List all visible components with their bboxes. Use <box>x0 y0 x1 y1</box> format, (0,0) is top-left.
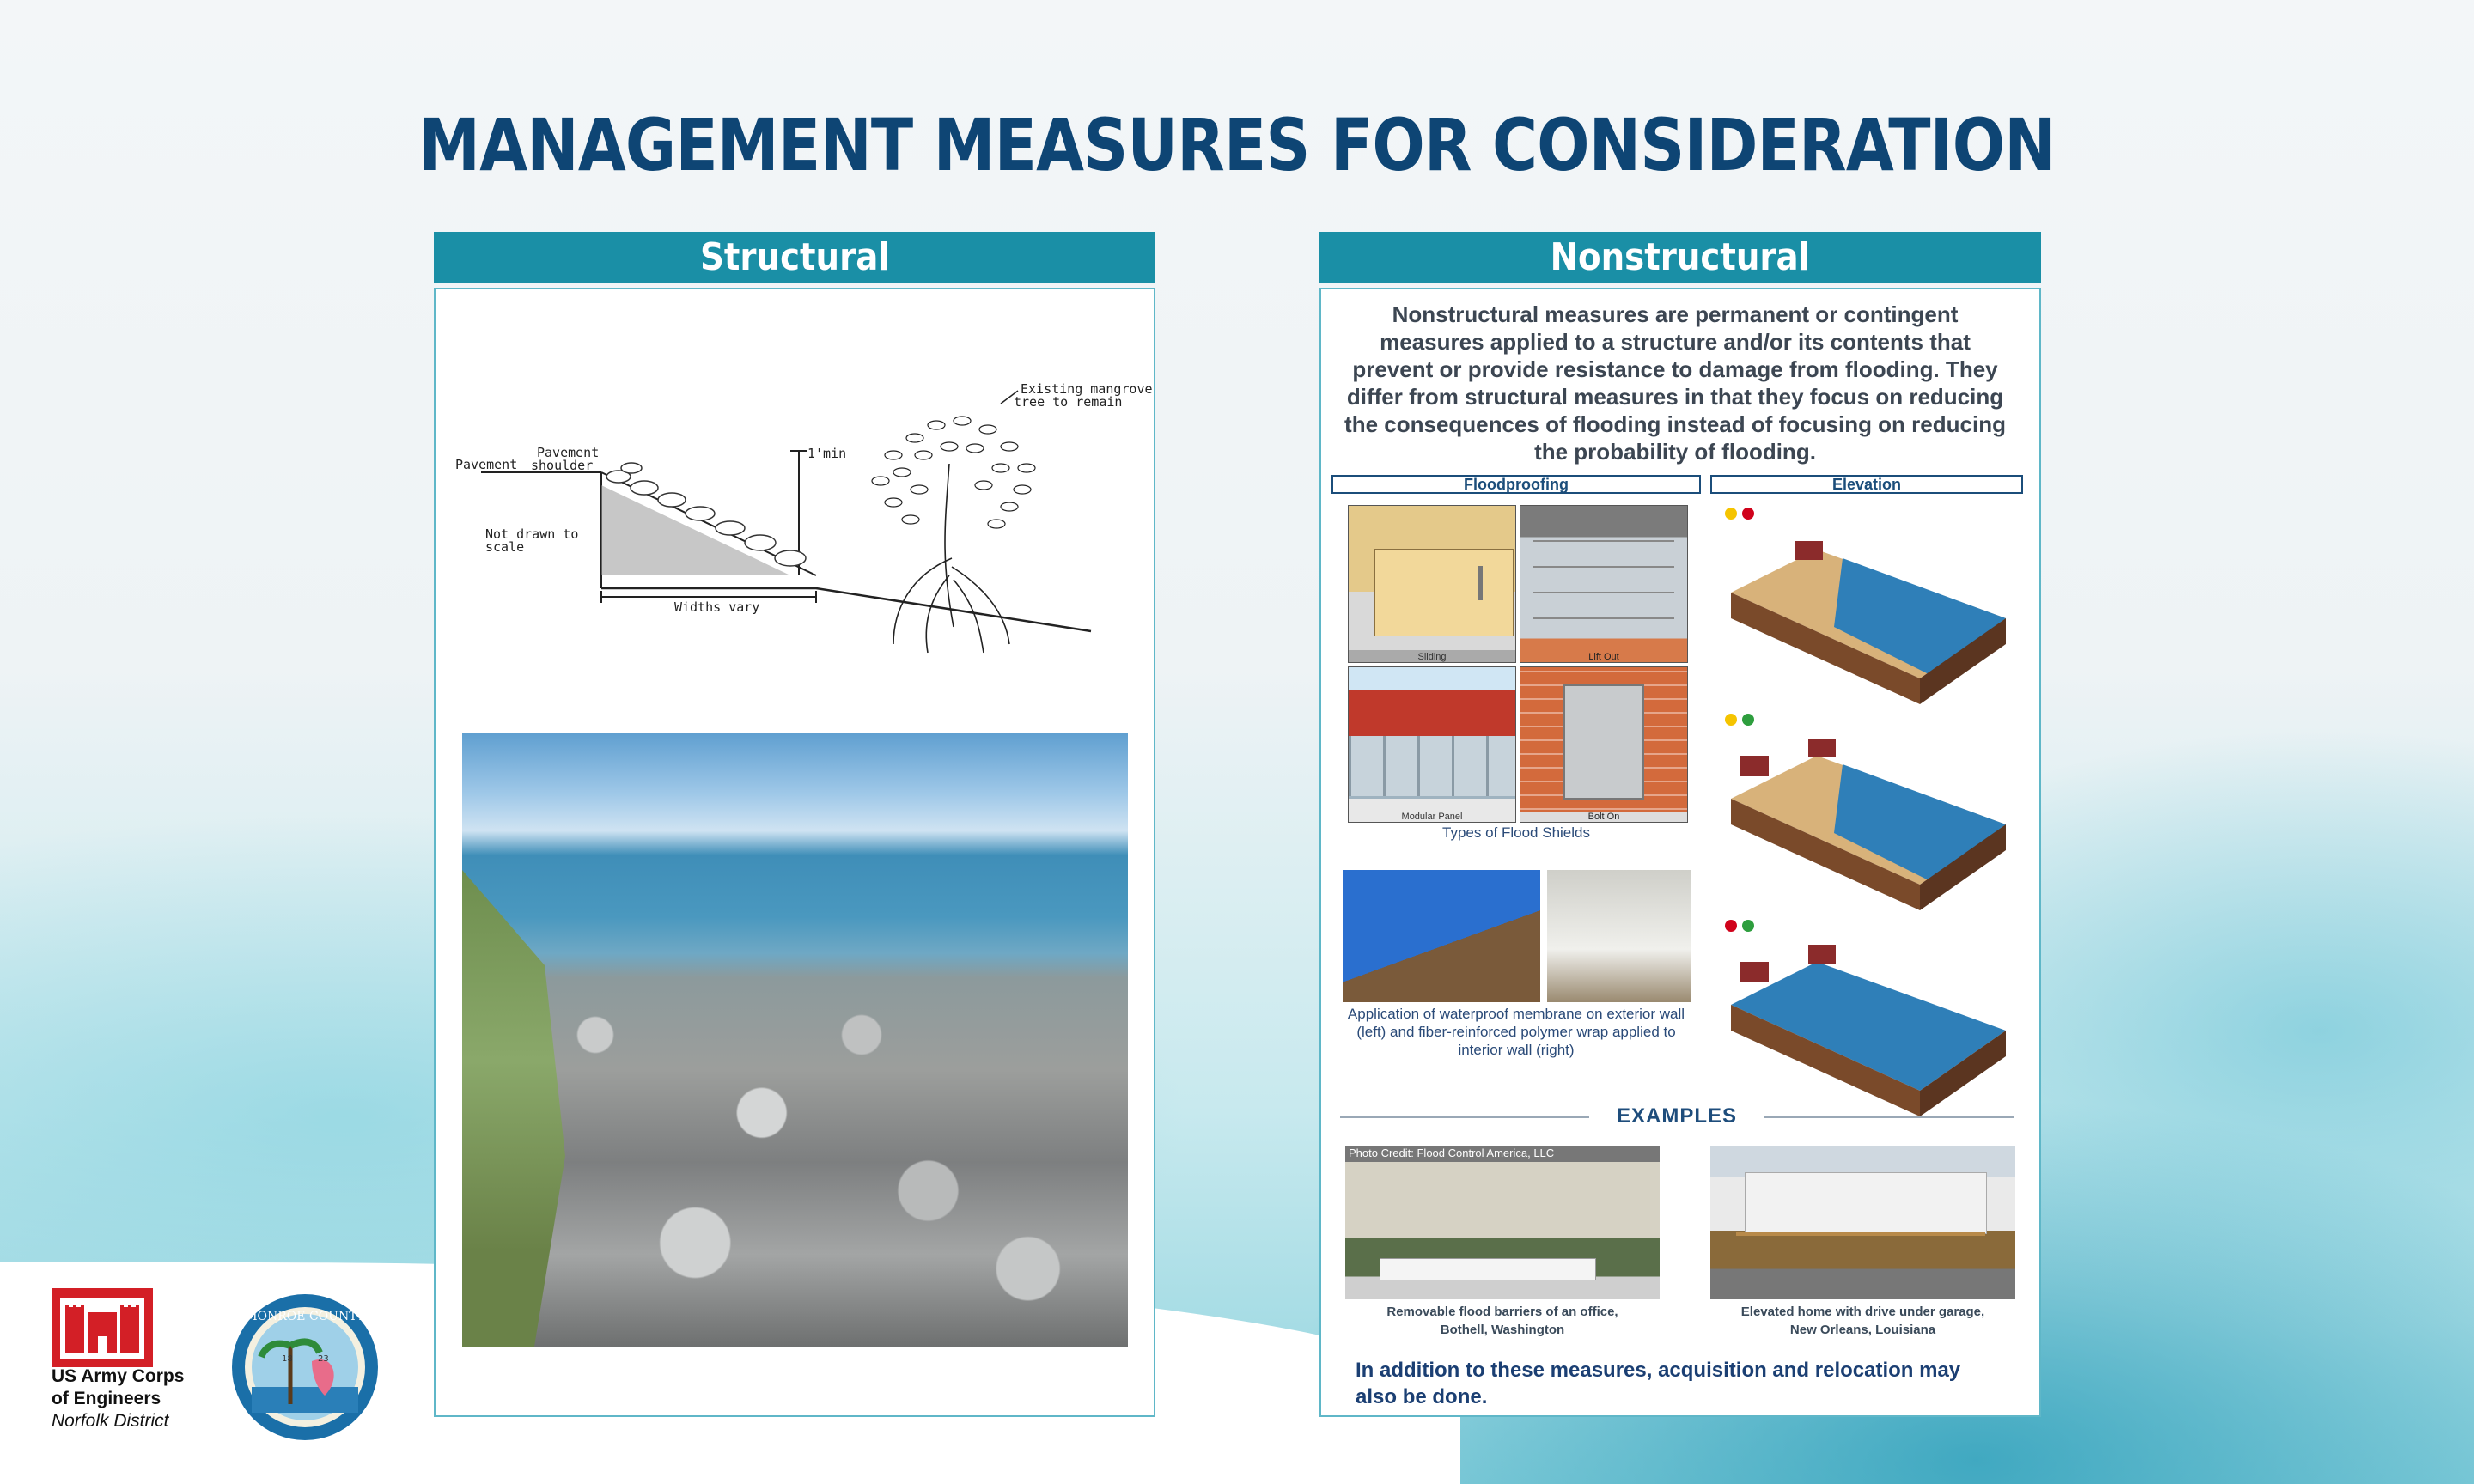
page-title: MANAGEMENT MEASURES FOR CONSIDERATION <box>418 103 2056 187</box>
photo-credit: Photo Credit: Flood Control America, LLC <box>1349 1146 1555 1159</box>
monroe-county-seal <box>230 1292 380 1442</box>
label-not-drawn-2: scale <box>485 539 525 555</box>
elevation-diagrams <box>1714 498 2023 1099</box>
membrane-exterior-photo <box>1343 870 1540 1002</box>
label-mangrove-1: Existing mangrove <box>1021 381 1153 397</box>
membrane-interior-photo <box>1547 870 1691 1002</box>
shield-liftout-image <box>1520 505 1688 663</box>
shield-modular-label: Modular Panel <box>1401 812 1463 822</box>
label-clearance: 1'min <box>807 446 847 461</box>
nonstructural-header: Nonstructural <box>1319 232 2041 283</box>
seal-ring-text: MONROE COUNTY <box>245 1310 365 1323</box>
membrane-caption: Application of waterproof membrane on exterior wall (left) and fiber-reinforced polymer wrap applied to interior wall (right) <box>1347 1006 1685 1058</box>
shield-sliding-image <box>1348 505 1516 663</box>
shield-modular-image <box>1348 666 1516 823</box>
seal-year-1: 18 <box>282 1354 293 1364</box>
label-mangrove-2: tree to remain <box>1014 394 1123 410</box>
shields-caption: Types of Flood Shields <box>1442 824 1590 841</box>
label-pavement: Pavement <box>455 457 518 472</box>
usace-wordmark: US Army Corps of Engineers Norfolk District <box>52 1366 185 1431</box>
shield-liftout-label: Lift Out <box>1588 652 1619 662</box>
examples-header: EXAMPLES <box>1616 1104 1738 1128</box>
seal-year-2: 23 <box>318 1354 329 1364</box>
closing-note: In addition to these measures, acquisition and relocation may also be done. <box>1356 1359 1961 1408</box>
nonstructural-intro: Nonstructural measures are permanent or contingent measures applied to a structure and/or its contents that prevent or provide resistance to damage from flooding. They differ from structural measures in that they focus on reducing the consequences of flooding instead of focusing on reducing the probability of flooding. <box>1344 301 2006 465</box>
flood-barrier-caption: Removable flood barriers of an office, Bothell, Washington <box>1386 1305 1618 1337</box>
label-widths: Widths vary <box>674 599 760 615</box>
shield-sliding-label: Sliding <box>1417 652 1447 662</box>
usace-castle-logo <box>52 1288 153 1367</box>
shield-bolton-image <box>1520 666 1688 823</box>
elevated-home-caption: Elevated home with drive under garage, New Orleans, Louisiana <box>1740 1305 1985 1337</box>
label-not-drawn-1: Not drawn to <box>485 526 579 542</box>
revetment-diagram <box>447 369 1153 661</box>
label-pavement-shoulder-2: shoulder <box>531 458 594 473</box>
elevated-home-photo <box>1710 1146 2015 1299</box>
flood-barrier-photo <box>1345 1146 1660 1299</box>
shield-bolton-label: Bolt On <box>1520 812 1687 822</box>
floodproofing-subhead: Floodproofing <box>1331 475 1701 494</box>
elevation-subhead: Elevation <box>1710 475 2023 494</box>
structural-header: Structural <box>434 232 1155 283</box>
label-pavement-shoulder-1: Pavement <box>537 445 600 460</box>
examples-divider <box>1340 1104 2014 1129</box>
revetment-photo <box>462 733 1128 1347</box>
